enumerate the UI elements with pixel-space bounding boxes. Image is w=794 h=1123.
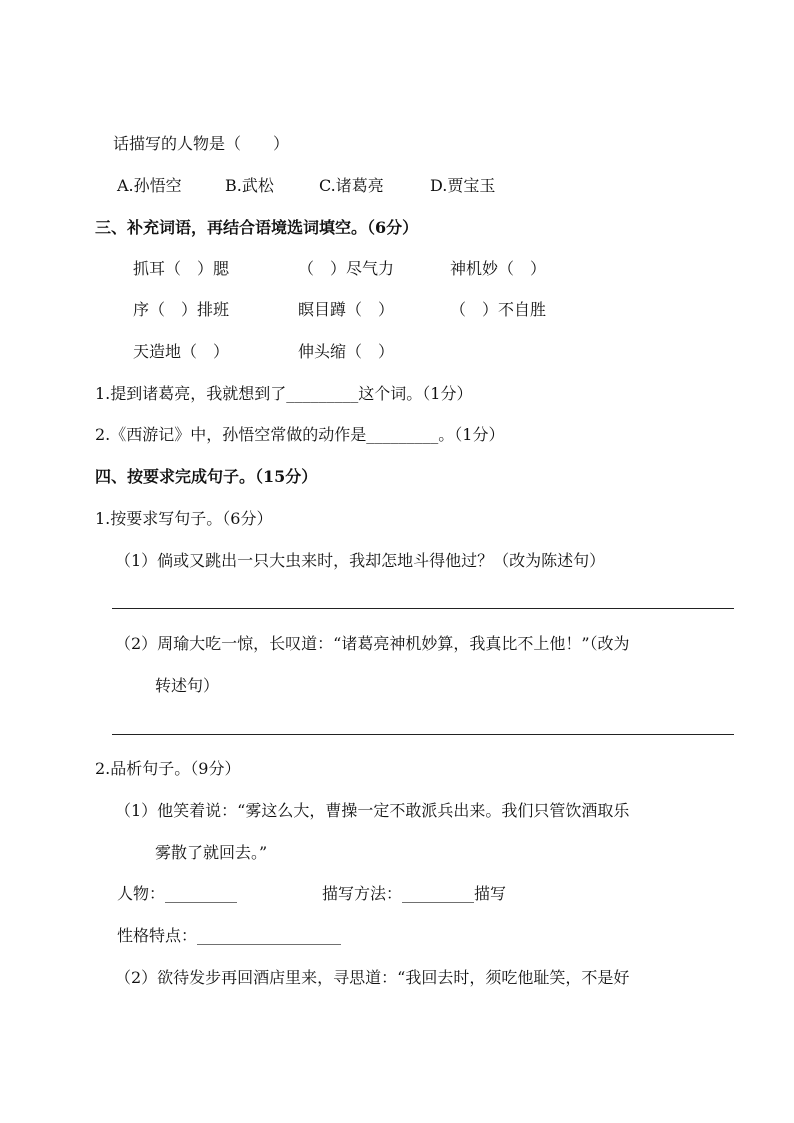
section4-q2-title: 2.品析句子。（9分） (95, 759, 241, 778)
section4-heading: 四、按要求完成句子。（15分） (95, 467, 318, 486)
word-fill-5[interactable]: 瞑目蹲（ ） (298, 300, 395, 319)
section4-q1-2-line2: 转述句） (155, 676, 220, 695)
option-a[interactable]: A.孙悟空 (117, 176, 182, 195)
answer-line-1[interactable] (112, 608, 734, 609)
word-fill-7[interactable]: 天造地（ ） (133, 342, 230, 361)
q2-stem-tail: 话描写的人物是（ ） (113, 134, 290, 153)
section4-q1-1: （1）倘或又跳出一只大虫来时，我却怎地斗得他过？（改为陈述句） (115, 551, 606, 570)
section3-q1[interactable]: 1.提到诸葛亮，我就想到了_________这个词。（1分） (95, 384, 473, 403)
section3-q2[interactable]: 2.《西游记》中，孙悟空常做的动作是_________。（1分） (95, 425, 505, 444)
word-fill-3[interactable]: 神机妙（ ） (450, 259, 547, 278)
section4-q1-2-line1: （2）周瑜大吃一惊，长叹道：“诸葛亮神机妙算，我真比不上他！”（改为 (115, 634, 630, 653)
section4-q2-1-line2: 雾散了就回去。” (155, 843, 268, 862)
word-fill-1[interactable]: 抓耳（ ）腮 (133, 259, 230, 278)
option-d[interactable]: D.贾宝玉 (430, 176, 496, 195)
word-fill-4[interactable]: 序（ ）排班 (133, 300, 230, 319)
option-c[interactable]: C.诸葛亮 (319, 176, 384, 195)
personality-trait-field[interactable]: 性格特点：__________________ (117, 926, 342, 945)
section4-q1-title: 1.按要求写句子。（6分） (95, 509, 273, 528)
option-b[interactable]: B.武松 (225, 176, 274, 195)
word-fill-8[interactable]: 伸头缩（ ） (298, 342, 395, 361)
word-fill-6[interactable]: （ ）不自胜 (450, 300, 547, 319)
character-field[interactable]: 人物：_________ (117, 884, 238, 903)
section4-q2-2-line1: （2）欲待发步再回酒店里来，寻思道：“我回去时，须吃他耻笑，不是好 (115, 968, 630, 987)
section4-q2-1-line1: （1）他笑着说：“雾这么大，曹操一定不敢派兵出来。我们只管饮酒取乐 (115, 801, 630, 820)
description-method-field[interactable]: 描写方法：_________描写 (322, 884, 507, 903)
section3-heading: 三、补充词语，再结合语境选词填空。（6分） (95, 218, 419, 237)
answer-line-2[interactable] (112, 734, 734, 735)
word-fill-2[interactable]: （ ）尽气力 (298, 259, 395, 278)
